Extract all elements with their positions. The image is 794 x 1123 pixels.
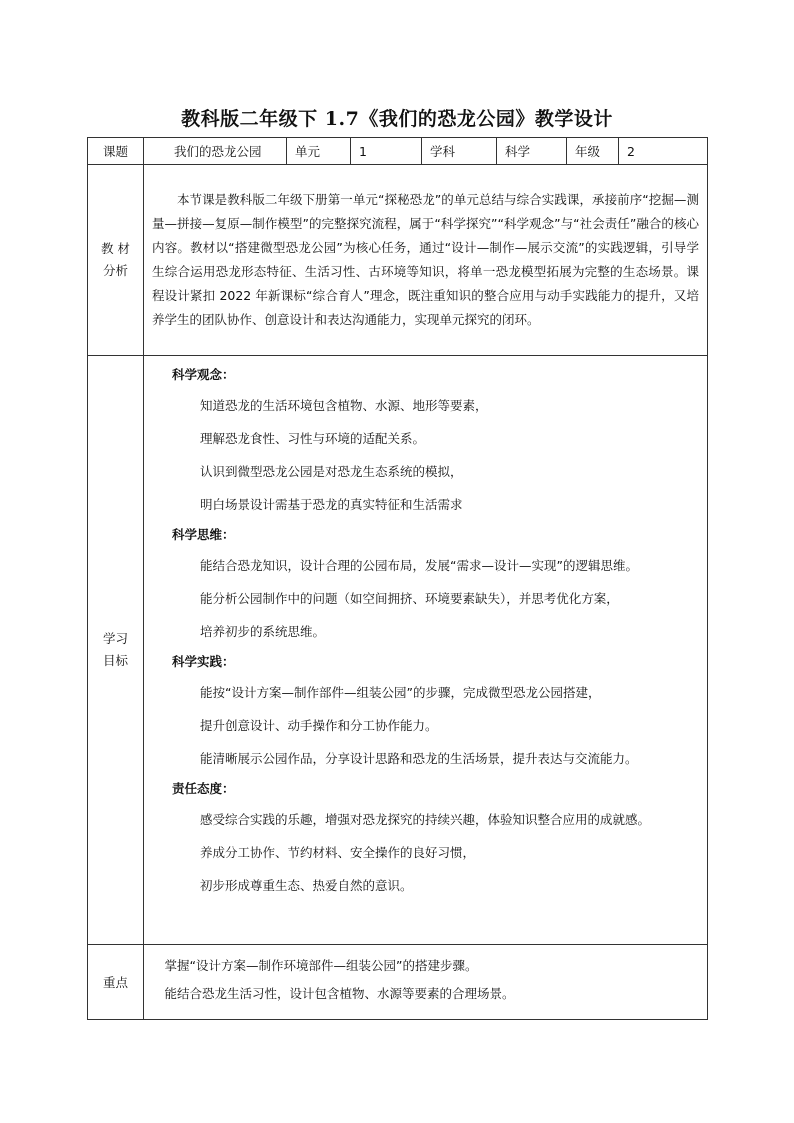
grade-value: 2 [619,138,708,165]
subject-value: 科学 [497,138,567,165]
goal-heading-thinking: 科学思维： [172,527,235,542]
lesson-plan-table [87,137,708,1020]
goal-heading-practice: 科学实践： [172,654,235,669]
header-row [88,138,708,165]
goals-content [144,356,707,923]
goal-line: 能按“设计方案—制作部件—组装公园”的步骤，完成微型恐龙公园搭建， [200,685,601,700]
key-point-line: 能结合恐龙生活习性，设计包含植物、水源等要素的合理场景。 [164,986,515,1001]
analysis-text: 本节课是教科版二年级下册第一单元“探秘恐龙”的单元总结与综合实践课，承接前序“挖掘—测量—拼接—复原—制作模型”的完整探究流程，属于“科学探究”“科学观念”与“社会责任”融合的核心内容。教材以“搭建微型恐龙公园”为核心任务，通过“设计—制作—展示交流”的实践逻辑，引导学生综合运用恐龙形态特征、生活习性、古环境等知识，将单一恐龙模型拓展为完整的生态场景。课程设计紧扣 2022 年新课标“综合育人”理念，既注重知识的整合应用与动手实践能力的提升，又培养学生的团队协作、创意设计和表达沟通能力，实现单元探究的闭环。 [152,192,699,327]
goal-line: 养成分工协作、节约材料、安全操作的良好习惯， [200,845,476,860]
goal-line: 培养初步的系统思维。 [200,624,326,639]
grade-label: 年级 [567,138,619,165]
goal-line: 能结合恐龙知识，设计合理的公园布局，发展“需求—设计—实现”的逻辑思维。 [200,558,638,573]
analysis-row [88,165,708,356]
subject-label: 学科 [422,138,497,165]
goal-line: 能清晰展示公园作品，分享设计思路和恐龙的生活场景，提升表达与交流能力。 [200,751,638,766]
goal-line: 感受综合实践的乐趣，增强对恐龙探究的持续兴趣，体验知识整合应用的成就感。 [200,812,651,827]
analysis-label: 教 材 分析 [88,165,144,356]
key-points-label: 重点 [88,945,144,1020]
goal-line: 能分析公园制作中的问题（如空间拥挤、环境要素缺失），并思考优化方案， [200,591,619,606]
goal-line: 理解恐龙食性、习性与环境的适配关系。 [200,431,426,446]
goal-line: 知道恐龙的生活环境包含植物、水源、地形等要素， [200,398,488,413]
goal-line: 提升创意设计、动手操作和分工协作能力。 [200,718,438,733]
goal-heading-concepts: 科学观念： [172,367,235,382]
goals-label: 学习 目标 [88,356,144,945]
unit-value: 1 [351,138,422,165]
goal-line: 明白场景设计需基于恐龙的真实特征和生活需求 [200,497,463,512]
goals-row [88,356,708,945]
goal-heading-attitude: 责任态度： [172,781,235,796]
topic-value: 我们的恐龙公园 [144,138,287,165]
key-points-row [88,945,708,1020]
topic-label: 课题 [88,138,144,165]
document-title: 教科版二年级下 1.7《我们的恐龙公园》教学设计 [181,108,613,130]
goal-line: 认识到微型恐龙公园是对恐龙生态系统的模拟， [200,464,463,479]
goal-line: 初步形成尊重生态、热爱自然的意识。 [200,878,413,893]
unit-label: 单元 [287,138,351,165]
key-point-line: 掌握“设计方案—制作环境部件—组装公园”的搭建步骤。 [164,958,478,973]
key-points-content [144,945,707,1019]
